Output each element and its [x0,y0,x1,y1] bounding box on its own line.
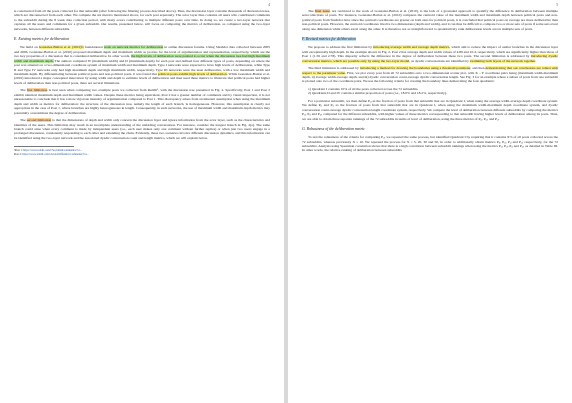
text-run: in online discussion forums. Using Slashdot data collected between 2005 and 2006, Gonzalez-Bailon et al. (2010) proposed maximum depth and maximum width as proxies for the level of argumentation and representation, respectively, which are the two key properties of a discussion that is considered deliberative. In other words, [14,45,270,59]
highlight-orange: final issue [314,9,330,13]
footnote-link[interactable]: https://www.reddit.com/r/Socialism/comments/7ot... [23,149,82,153]
text-run: , not restricted to the work of Gonzalez-Bailon et al. (2010), is the lack of a grounded approach to quantify the difference in deliberation between multiple sets/collections of posts. For instance, Gonzalez-Bailon et al. (2010) compares the centroid value of the maximum width and maximum depth between political posts and non-political posts from Slashdot data; since the centroid coordinates are greater on both axes for political posts, it is concluded that political posts on average are more deliberative than non-political posts. However, the centroid coordinates involve two dimensions (depth and width), and it can thus be difficult to compare two or more sets of posts if some sets excel along one dimension while others excel along the other. It is therefore not as straightforward to quantitatively rank deliberation levels across multiple sets of posts. [302,9,558,31]
paragraph-second-limitation [14,118,270,140]
text-run: is that the dimensions of depth and width only concern the discussion layer and ignore information from the actor layer, such as the characteristics and identities of the users. This limitation may result in an incomplete understanding of the unfolding conversation. For instance, consider the longest branch in Fig. 2(a). The same branch could arise when every comment is made by independent users (i.e., each user makes only one comment without further replies) or when just two users engage in a prolonged discussion, consistently responding to each other and extending the chain. Evidently, these two scenarios involve different discussion dynamics, and this information can be identified using the two-layer network and the associated dyadic conversation count and length metrics, which we will explain below. [14,118,270,140]
text-run: , which aim to reduce the impact of outlier branches in the discussion layer with exceptionally high depth. In the example shown in Fig. 2, Post 2 has average depth and width values of 4.89 and 10.4, respectively, which are significantly higher than those of Post 1 (1.56 and 2.78). This disparity reflects the difference in the degree of deliberation between these two posts. The second limitation is addressed by [302,45,559,59]
highlight-yellow: Gonzalez-Bailon et al. (2010)'s [38,45,84,50]
text-run: We propose to address the first limitation by [308,45,374,50]
section-heading-existing-metrics: E. Existing metrics for deliberation [14,37,70,42]
highlight-green: work on network metrics for deliberation [103,45,164,50]
page-number: 5 [556,3,558,7]
highlight-yellow: political posts exhibit high levels of deliberation [157,71,227,76]
paragraph-ranking-metrics: For a particular subreddit, we then define Pᵢⱼ as the fraction of posts from that subreddit that are in Quadrant I, when using the average width-average depth coordinate system. We define Pᵢⱼ and Pᵢⱼ as the fraction of posts from that subreddit that are in Quadrant I, when using the maximum width-maximum depth coordinate system, and dyadic conversation count-average dyadic conversation length coordinate system, respectively. We compare the level of deliberation between different subreddits by comparing the metrics Pᵢⱼ, Pᵢⱼ and Pᵢⱼ, computed for the different subreddits, with higher values of these metrics corresponding to that subreddit having higher levels of deliberation among its posts. Thus, we are able to obtain three separate rankings of the 72 subreddits in terms of level of deliberation, using the three metrics of Pᵢⱼ, Pᵢⱼ, and Pᵢⱼ. [302,98,558,121]
highlight-orange: second limitation [26,118,52,123]
text-run: , as dyadic conversations are identified by [409,58,470,63]
text-run: . While Gonzalez-Bailon et al. (2010) introduced a major conceptual innovation by using width and depth to estimate levels of deliberation and then used these metrics to illustrate that political posts had higher levels of deliberation than non-political posts, there are several limitations. [14,71,270,85]
highlight-orange: first limitation [26,88,48,93]
footnote-divider [14,146,74,147]
intro-paragraph: is constructed from all the posts collected for that subreddit (after following the filtering process described above). Thus, the discussion layer contains thousands of discussion trees, which are disconnected from each other. We compute the six metrics mentioned above, for each post separately. The actor layer thus contains all users who contributed comments to the subreddit during the 8 week data collection period, with many actors contributing to multiple different posts over time. In doing so, we create a two-layer network that captures all the users and comments for a given subreddit. Our results, presented below, will focus on comparing the metrics of deliberation, as computed using the two-layer networks, between different subreddits. [14,9,270,31]
highlight-yellow: demonstrating that our conclusions are robust with respect to the parameter value [302,66,558,75]
highlight-yellow: introducing average width and average depth metrics [373,45,450,50]
paragraph-final-issue [302,9,558,31]
quadrant-criteria-list [302,87,558,96]
text-run: The third limitation is addressed by [308,66,360,71]
text-run: The [20,88,27,93]
text-run: foundational [83,45,104,50]
text-run: . First, we plot every post from all 72 subreddits onto a two-dimensional scatter plot, with X – Y coordinate pairs being (maximum width-maximum depth, ii) average width-average depth, and iii) dyadic conversation count-average dyadic conversation length. See Fig. 3 for an example where a subset of posts from one subreddit is plotted onto two of the coordinate pairs. We use the following criteria for creating the boundary lines demarcating the four quadrants: [302,70,558,84]
page-right [288,0,572,403]
highlight-green: the high levels of deliberation were posited to occur when the discussion tree had high maximum width and maximum depth. [14,54,270,63]
page-number: 4 [268,3,270,7]
list-item: 1) Quadrant I contains 10% of all the posts collected across the 72 subreddits. [308,86,419,91]
text-run: The authors computed W (maximum width) and D (maximum depth) for each post and defined four different types of posts, depending on where the post was situated on a two-dimensional coordinate system of maximum width and maximum depth. Type I networks were expected to have high levels of deliberation, while Type II and Type IV networks only had high maximum depth and high maximum width, respectively. Type III networks were the least deliberative, with a low maximum width and maximum depth. By differentiating between political posts and non-political posts, it was found that [14,58,270,76]
paragraph-revised-metrics [302,45,558,63]
footnote-label: ¹Post 1: [14,149,24,153]
highlight-yellow: introducing a method for drawing the boundaries using a threshold parameter [359,66,471,71]
list-item: 2) Quadrants II and IV contain a similar proportion of posts (i.e., 18.0% and 18.2%, respectively). [308,91,448,96]
text-run: , and then [470,66,486,71]
paragraph-first-limitation [14,88,270,115]
paragraph-existing-metrics [14,45,270,85]
text-run: The [308,9,315,13]
paragraph-robustness: To test the robustness of the criteria for computing Pᵢⱼ, we repeated the same process, but identified Quadrant I by requiring that it contains X% of all posts collected across the 72 subreddits, whereas previously X = 10. We repeated the process for X = 5, 20, 30 and 50, in order to additionally obtain metrics Pᵢⱼ, Pᵢⱼ, Pᵢⱼ and Pᵢⱼ, respectively, for the 72 subreddits. Analysis using Spearman correlation shows that there is a high correlation between subreddit rankings when using the metrics Pᵢⱼ, Pᵢⱼ, Pᵢⱼ and Pᵢⱼ, as detailed in Table III. In other words, the relative ranking of deliberation between subreddits [302,135,558,153]
text-run: . [535,58,537,63]
section-heading-revised-metrics [302,37,558,42]
highlight-yellow: introducing dyadic conversation metrics, which are possible only by using the two-layer model [302,54,558,63]
highlight-yellow: examining both layers of the network together [469,58,536,63]
paragraph-third-limitation [302,66,558,84]
section-heading-robustness: G. Robustness of the deliberation metric [302,127,365,132]
footnote-2 [14,153,270,156]
text-run: We build on [20,45,39,50]
text-run: The [20,118,27,123]
text-run: is best seen when comparing two example posts we collected from Reddit¹, with the discussion tree presented in Fig. 2. Specifically, Post 1 and Post 2 exhibit identical maximum depth and maximum width values. Despite these metrics being equivalent, Post 2 has a greater number of comments and by visual inspection, it is not unreasonable to conclude that it has a more vigorous intensity of argumentation compared to Post 1. This discrepancy arises from an inherent assumption when using the maximum depth and width as metrics for deliberation: the structure of the discussion tree, namely the length of each branch, is homogeneous. However, this assumption is clearly not appropriate in the case of Post 1, where branches are highly heterogeneous in length. Consequently, in such networks, the use of maximum width and maximum depth metrics may potentially overestimate the degree of deliberation. [14,88,270,115]
page-left [0,0,284,403]
highlight-blue: F. Revised metrics for deliberation [302,37,356,42]
footnote-label: Post 2: [14,152,23,156]
footnote-link[interactable]: https://www.reddit.com/r/GlobalOffensive/comments/7ot... [22,152,89,156]
